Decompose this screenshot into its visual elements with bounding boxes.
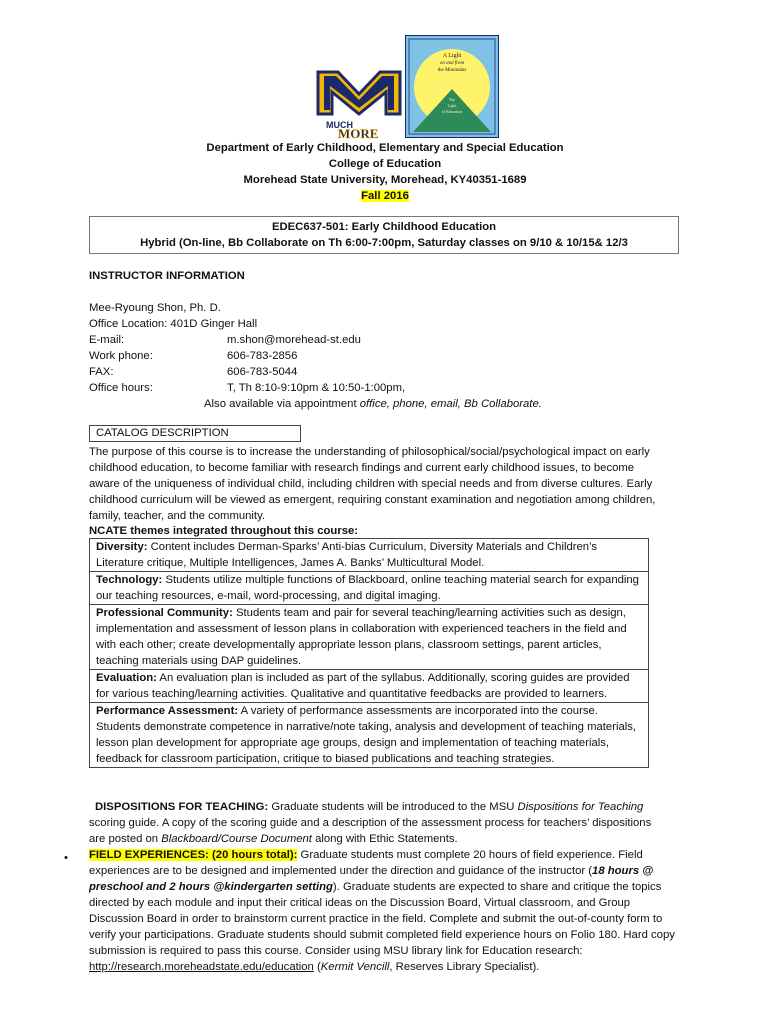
fax-value: 606-783-5044 xyxy=(227,366,298,378)
msu-tagline-1: MUCH xyxy=(326,120,353,130)
office-location: Office Location: 401D Ginger Hall xyxy=(89,318,258,330)
ncate-themes-table xyxy=(89,538,649,768)
instructor-name: Mee-Ryoung Shon, Ph. D. xyxy=(89,302,221,314)
catalog-line: The purpose of this course is to increase the understanding of philosophical/social/psychological impact on early xyxy=(89,446,650,458)
education-research-link[interactable]: http://research.moreheadstate.edu/education xyxy=(89,961,314,973)
svg-text:of Education: of Education xyxy=(441,109,463,114)
catalog-heading: CATALOG DESCRIPTION xyxy=(89,425,301,442)
course-title: EDEC637-501: Early Childhood Education xyxy=(271,221,497,233)
instructor-heading: INSTRUCTOR INFORMATION xyxy=(89,270,245,282)
light-of-education-logo xyxy=(405,35,499,138)
svg-text:on and from: on and from xyxy=(439,61,465,66)
work-phone-label: Work phone: xyxy=(89,350,153,362)
email-label: E-mail: xyxy=(89,334,125,346)
university-address: Morehead State University, Morehead, KY40351-1689 xyxy=(243,174,527,186)
course-format: Hybrid (On-line, Bb Collaborate on Th 6:00-7:00pm, Saturday classes on 9/10 & 10/15& 12/3 xyxy=(140,237,628,249)
office-hours-value: T, Th 8:10-9:10pm & 10:50-1:00pm, xyxy=(227,382,406,394)
table-row: Professional Community: Students team and pair for several teaching/learning activities such as design, implementation and assessment of lesson plans in collaboration with experienced teachers in the field and with each other; create developmentally appropriate lesson plans, classroom settings, parent articles, teaching materials using DAP guidelines. xyxy=(90,605,649,670)
bullet-icon: • xyxy=(64,852,68,864)
catalog-line: childhood education, to become familiar with research findings and current early childhood issues, to become xyxy=(89,462,635,474)
table-row: Performance Assessment: A variety of performance assessments are incorporated into the course. Students demonstrate competence in narrative/note taking, analysis and development of teaching materials, lesson plan development for appropriate age groups, design and implementation of teaching materials, feedback for classroom participation, critique to biased publications and teaching strategies. xyxy=(90,703,649,768)
catalog-line: aware of the uniqueness of individual child, including children with special needs and from diverse cultures. Early xyxy=(89,478,653,490)
ncate-heading: NCATE themes integrated throughout this course: xyxy=(89,525,359,537)
table-row: Diversity: Content includes Derman-Sparks’ Anti-bias Curriculum, Diversity Materials and Children’s Literature critique, Multiple Intelligences, James A. Banks’ Multicultural Model. xyxy=(90,539,649,572)
term: Fall 2016 xyxy=(361,190,409,202)
msu-logo xyxy=(316,64,402,140)
email-value: m.shon@morehead-st.edu xyxy=(227,334,361,346)
table-row: Evaluation: An evaluation plan is included as part of the syllabus. Additionally, scoring guides are provided for various teaching/learning activities. Qualitative and quantitative feedbacks are provided to learners. xyxy=(90,670,649,703)
catalog-line: childhood curriculum will be viewed as emergent, requiring constant examination and negotiation among children, xyxy=(89,494,656,506)
office-hours-label: Office hours: xyxy=(89,382,153,394)
svg-text:The: The xyxy=(448,97,456,102)
svg-text:A Light: A Light xyxy=(442,53,462,59)
dispositions-paragraph: DISPOSITIONS FOR TEACHING: Graduate students will be introduced to the MSU Dispositions for Teaching scoring guide. A copy of the scoring guide and a description of the assessment process for teachers’ dispositions are posted on Blackboard/Course Document along with Ethic Statements. xyxy=(89,801,652,845)
catalog-description xyxy=(89,444,679,524)
catalog-line: family, teacher, and the community. xyxy=(89,510,266,522)
svg-text:Light: Light xyxy=(447,103,457,108)
appointment-note: Also available via appointment office, phone, email, Bb Collaborate. xyxy=(204,398,542,410)
msu-tagline-2: MORE xyxy=(338,126,379,140)
svg-text:the Mountains: the Mountains xyxy=(437,68,467,73)
work-phone-value: 606-783-2856 xyxy=(227,350,298,362)
fax-label: FAX: xyxy=(89,366,114,378)
course-info-box xyxy=(89,216,679,254)
department-name: Department of Early Childhood, Elementary and Special Education xyxy=(206,142,564,154)
field-experiences-paragraph: FIELD EXPERIENCES: (20 hours total): Graduate students must complete 20 hours of field experience. Field experiences are to be designed and implemented under the direction and guidance of the instructor (18 hours @ preschool and 2 hours @kindergarten setting). Graduate students are expected to share and critique the topics directed by each module and input their critical ideas on the Discussion Board, Virtual classroom, and Group Discussion Board in order to brainstorm current practice in the field. Complete and submit the out-of-county form to verify your participations. Graduate students should submit completed field experience hours on Folio 180. Hard copy submission is required to pass this course. Consider using MSU library link for Education research: http://research.moreheadstate.edu/education (Kermit Vencill, Reserves Library Specialist). xyxy=(89,849,675,973)
college-name: College of Education xyxy=(328,158,442,170)
table-row: Technology: Students utilize multiple functions of Blackboard, online teaching material search for expanding our teaching resources, e-mail, word-processing, and digital imaging. xyxy=(90,572,649,605)
